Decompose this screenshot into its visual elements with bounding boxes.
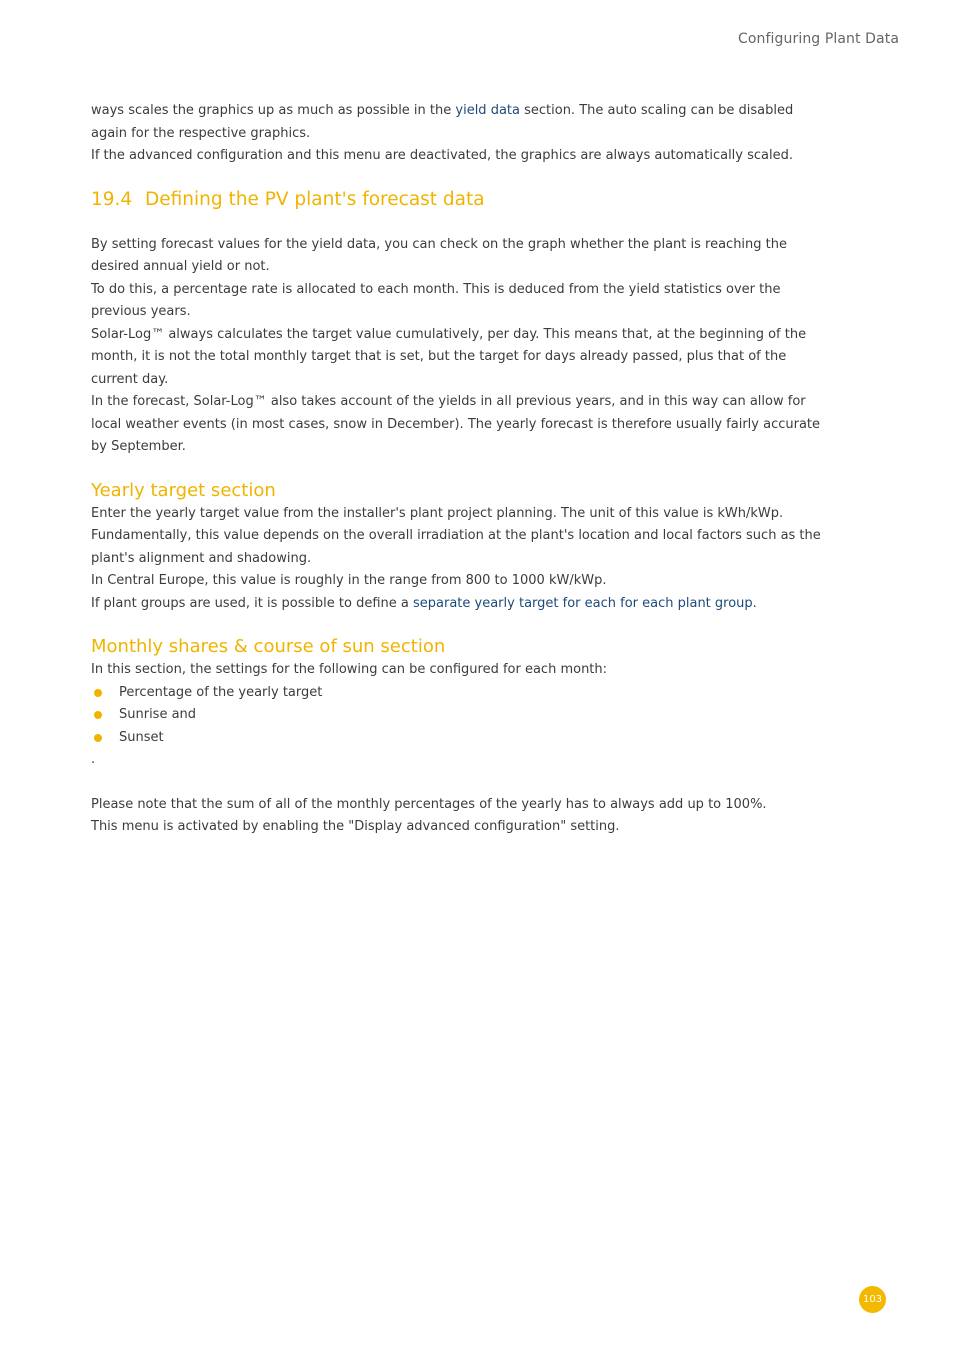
intro-paragraph-2: If the advanced configuration and this menu are deactivated, the graphics are always automatically scaled. [91,148,793,163]
bullet-icon [94,734,102,742]
monthly-note: This menu is activated by enabling the "Display advanced configuration" setting. [91,819,620,834]
section-heading [91,189,823,210]
list-item: Sunrise and [91,704,823,727]
stray-period: . [91,752,96,767]
section-body [91,234,823,459]
body-paragraph: By setting forecast values for the yield data, you can check on the graph whether the plant is reaching the desired annual yield or not. [91,236,788,274]
list-item: Percentage of the yearly target [91,682,823,705]
body-paragraph: To do this, a percentage rate is allocated to each month. This is deduced from the yield statistics over the previous years. [91,281,781,319]
bullet-icon [94,689,102,697]
yearly-paragraph: In Central Europe, this value is roughly in the range from 800 to 1000 kW/kWp. [91,573,607,588]
list-item: Sunset [91,727,823,750]
intro-paragraph: ways scales the graphics up as much as possible in the yield data section. The auto scaling can be disabled again for the respective graphics. [91,103,794,141]
yearly-target-heading: Yearly target section [91,479,276,501]
monthly-note: Please note that the sum of all of the monthly percentages of the yearly has to always add up to 100%. [91,796,767,812]
yearly-paragraph: If plant groups are used, it is possible to define a separate yearly target for each for each plant group. [91,595,757,611]
monthly-shares-heading: Monthly shares & course of sun section [91,636,446,657]
section-number: 19.4 [91,188,133,210]
monthly-intro: In this section, the settings for the following can be configured for each month: [91,662,608,677]
monthly-settings-list [91,682,823,750]
yield-data-link[interactable]: yield data [455,103,520,118]
body-paragraph: Solar-Log™ always calculates the target value cumulatively, per day. This means that, at the beginning of the month, it is not the total monthly target that is set, but the target for days already passed, plus that of the current day. [91,326,807,387]
yearly-paragraph: Enter the yearly target value from the installer's plant project planning. The unit of this value is kWh/kWp. [91,505,784,521]
body-paragraph: In the forecast, Solar-Log™ also takes account of the yields in all previous years, and in this way can allow for local weather events (in most cases, snow in December). The yearly forecast is therefore usually fairly accurate by September. [91,394,821,454]
yearly-paragraph: Fundamentally, this value depends on the overall irradiation at the plant's location and local factors such as the plant's alignment and shadowing. [91,528,821,566]
running-header: Configuring Plant Data [738,31,899,47]
section-title: Defining the PV plant's forecast data [145,188,485,210]
page-number-badge: 103 [859,1286,886,1313]
plant-group-target-link[interactable]: separate yearly target for each for each plant group [413,595,753,611]
bullet-icon [94,711,102,719]
page-content [91,100,823,839]
